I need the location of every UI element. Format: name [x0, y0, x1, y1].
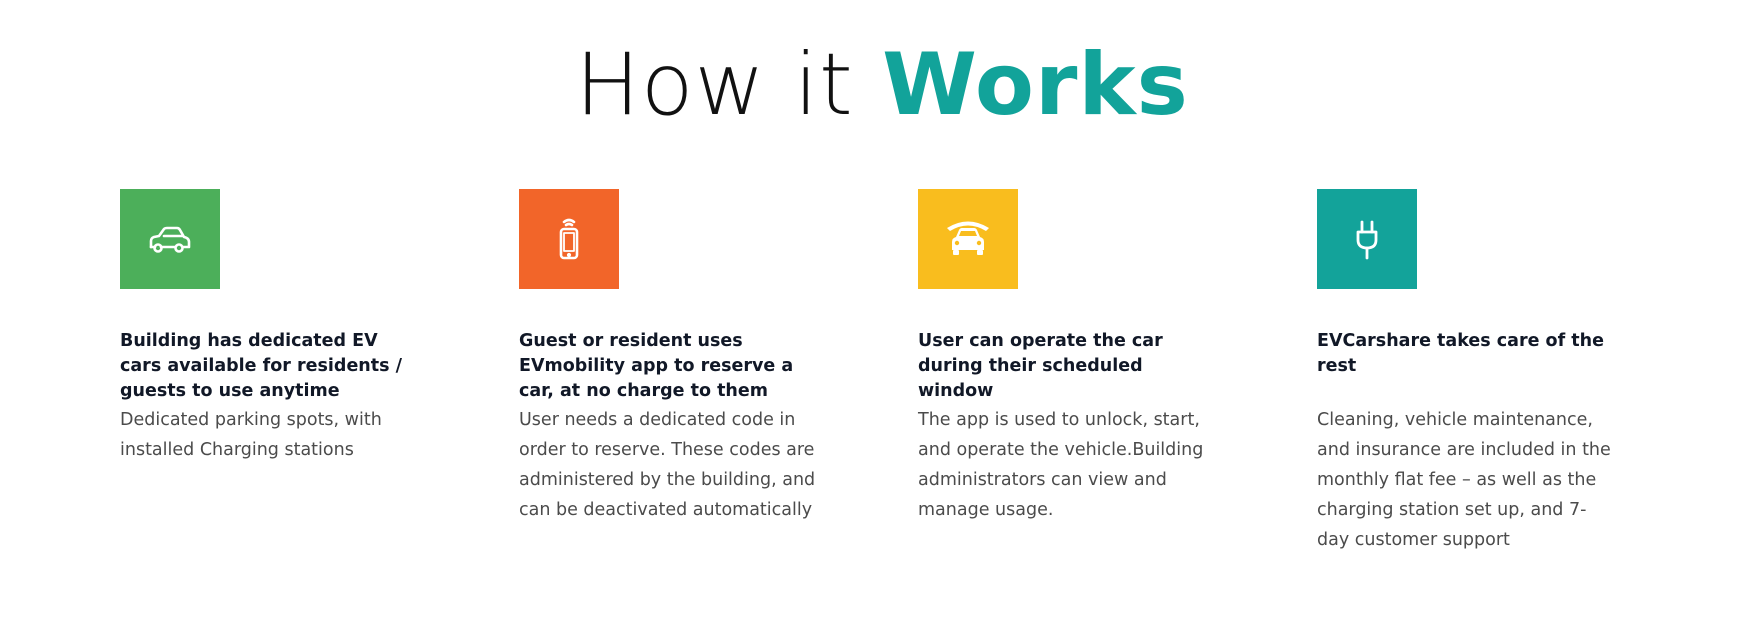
step-icon-tile — [120, 189, 220, 289]
car-garage-icon — [942, 213, 994, 265]
smartphone-signal-icon — [545, 215, 593, 263]
step-icon-tile — [918, 189, 1018, 289]
step-icon-tile — [519, 189, 619, 289]
step-icon-tile — [1317, 189, 1417, 289]
step-description: The app is used to unlock, start, and operate the vehicle.Building administrators can view and manage usage. — [918, 410, 1204, 520]
step-title: Building has dedicated EV cars available for residents / guests to use anytime — [120, 331, 403, 401]
step-card-3 — [918, 189, 1218, 525]
heading-accent: Works — [882, 35, 1189, 135]
heading-prefix: How it — [575, 35, 883, 135]
step-card-4 — [1317, 189, 1617, 555]
step-title: User can operate the car during their scheduled window — [918, 331, 1163, 401]
section-heading — [0, 30, 1764, 140]
step-card-1 — [120, 189, 420, 465]
step-title: EVCarshare takes care of the rest — [1317, 331, 1604, 376]
car-icon — [146, 215, 194, 263]
plug-icon — [1343, 215, 1391, 263]
step-card-2 — [519, 189, 819, 525]
step-description: Dedicated parking spots, with installed Charging stations — [120, 410, 382, 460]
step-description: User needs a dedicated code in order to reserve. These codes are administered by the building, and can be deactivated automatically — [519, 410, 816, 520]
step-description: Cleaning, vehicle maintenance, and insurance are included in the monthly flat fee – as well as the charging station set up, and 7-day customer support — [1317, 410, 1611, 550]
step-title: Guest or resident uses EVmobility app to reserve a car, at no charge to them — [519, 331, 794, 401]
